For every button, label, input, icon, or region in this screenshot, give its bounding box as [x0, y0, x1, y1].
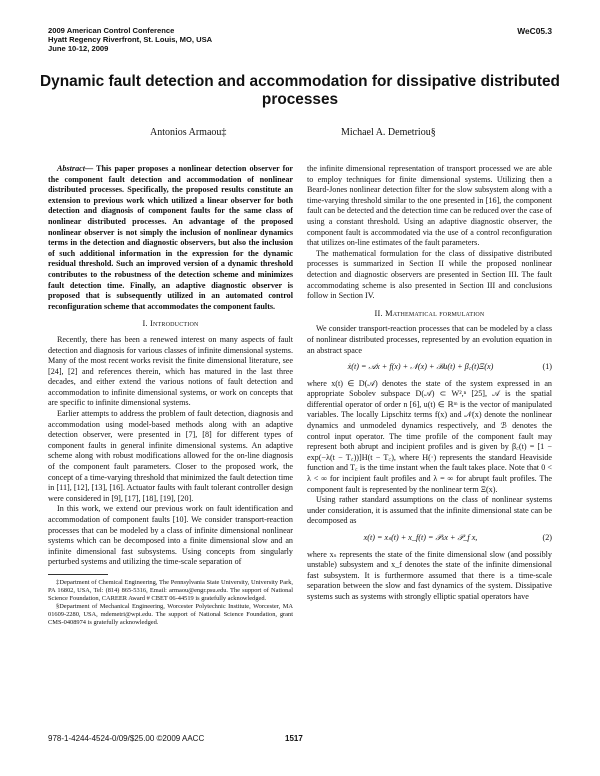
right-paragraph-2: The mathematical formulation for the class of dissipative distributed processes is summarized in Section II while the proposed nonlinear detection and diagnostic observers are presented in Section III. The fault accommodating scheme is also presented in Section III and conclusions follow in Section IV.	[307, 248, 552, 301]
equation-2-body: x(t) = xₛ(t) + x_f(t) = 𝒫ₛx + 𝒫_f x,	[363, 533, 478, 542]
equation-1-body: ẋ(t) = 𝒜x + f(x) + 𝒩(x) + ℬu(t) + β꜀(t)Ξ(x)	[347, 362, 494, 372]
author-1: Antonios Armaou‡	[150, 127, 227, 138]
footer-isbn: 978-1-4244-4524-0/09/$25.00 ©2009 AACC	[48, 734, 205, 743]
equation-2-number: (2)	[542, 533, 552, 542]
section2-paragraph-1: We consider transport-reaction processes that can be modeled by a class of nonlinear distributed processes, represented by an evolution equation in an abstract space	[307, 324, 552, 355]
section-heading-formulation: II. Mathematical formulation	[374, 308, 485, 318]
abstract-text: — This paper proposes a nonlinear detection observer for the component fault detection and accommodation of nonlinear distributed processes. Specifically, the proposed results constitute an extension to previous work which utilized a linear observer for both detection and diagnosis of component faults for the same class of nonlinear distributed processes. An advantage of the proposed nonlinear observer is not simply the inclusion of nonlinear dynamics terms in the detection and diagnostic observers, but also the inclusion of such additional information in the expression for the dynamic residual threshold. Such an improved version of a dynamic threshold contributes to the robustness of the detection scheme and minimizes fault detection time. Finally, an adaptive diagnostic observer is proposed that is subsequently utilized in an automated control reconfiguration scheme that accommodates the component faults.	[48, 164, 293, 311]
abstract-label: Abstract	[57, 164, 85, 173]
section2-paragraph-4: where xₛ represents the state of the finite dimensional slow (and possibly unstable) subsystem and x_f denotes the state of the infinite dimensional fast subsystem. It is furthermore assumed that there is a time-scale separation between the slow and fast dynamics of the system. Dissipative systems such as systems with strongly elliptic spatial operators have	[307, 549, 552, 601]
footnote-1: ‡Department of Chemical Engineering, The Pennsylvania State University, University Park, PA 16802, USA, Tel: (814) 865-5316, Email: armaou@engr.psu.edu. The support of National Science Foundation, CAREER Award # CBET 06-44519 is gratefully acknowledged.	[48, 578, 293, 602]
title-line-1: Dynamic fault detection and accommodation for dissipative distributed	[40, 73, 560, 90]
section2-paragraph-2: where x(t) ∈ D(𝒜) denotes the state of the system expressed in an appropriate Sobolev subspace D(𝒜) ⊂ W²,ⁿ [25], 𝒜 is the spatial differential operator of order n [6], u(t) ∈ ℝᵐ is the vector of manipulated variables. The locally Lipschitz terms f(x) and 𝒩(x) denote the nonlinear dynamics and unmodeled dynamics respectively, and ℬ denotes the control input operator. The time profile of the component fault may represent both abrupt and incipient profiles and is given by β꜀(t) = [1 − exp(−λ(t − T꜀))]H(t − T꜀), where H(·) represents the standard Heaviside function and T꜀ is the time instant when the fault takes place. Note that 0 < λ < ∞ for incipient fault profiles and λ = ∞ for abrupt fault profiles. The component fault is represented by the nonlinear term Ξ(x).	[307, 378, 552, 494]
conference-header	[48, 27, 212, 53]
left-column	[48, 164, 293, 627]
intro-paragraph-1: Recently, there has been a renewed interest on many aspects of fault detection and diagnosis for various classes of infinite dimensional systems. Many of the most recent works revisit the finite dimensional literature, see [24], [2] and references therein, which has matured in the last three decades, and either extend the various notions of fault detection and accommodation to infinite dimensional systems, or work on concepts that are specific to infinite dimensional systems.	[48, 334, 293, 408]
section-heading-introduction: I. Introduction	[142, 319, 199, 329]
right-paragraph-1: the infinite dimensional representation of transport processed we are able to employ techniques for finite dimensional systems. Utilizing then a Beard-Jones nonlinear detection filter for the slow subsystem along with a time-varying threshold similar to the one presented in [16], the component fault can be detected and the detection time can be reduced over the case of using a constant threshold. Using an adaptive diagnostic observer, the component fault is accommodated via the use of a control reconfiguration that utilizes on-line estimates of the fault parameters.	[307, 164, 552, 248]
conference-name: 2009 American Control Conference	[48, 26, 175, 35]
author-2: Michael A. Demetriou§	[341, 127, 436, 138]
title-line-2: processes	[261, 91, 339, 108]
session-code: WeC05.3	[517, 26, 552, 36]
equation-1-number: (1)	[542, 362, 552, 372]
right-column	[307, 164, 552, 603]
paper-title	[40, 73, 560, 109]
equation-1	[307, 362, 552, 373]
conference-dates: June 10-12, 2009	[48, 43, 109, 53]
footnote-2: §Department of Mechanical Engineering, Worcester Polytechnic Institute, Worcester, MA 01609-2280, USA, mdemetri@wpi.edu. The support of National Science Foundation, grant CMS-0408974 is gratefully acknowledged.	[48, 602, 293, 626]
conference-venue: Hyatt Regency Riverfront, St. Louis, MO, USA	[48, 34, 213, 44]
intro-paragraph-2: Earlier attempts to address the problem of fault detection, diagnosis and accommodation using model-based methods along with an adaptive detection observer, were presented in [7], [8] for different types of component faults in general infinite dimensional systems. An adaptive scheme along with robust modifications allowed for the on-line diagnosis of the component fault parameters. Closer to the proposed work, the concept of a time-varying threshold that minimized the fault detection time in [11], [12], [13], [16]. Actuator faults with fault tolerant controller design were considered in [9], [17], [18], [19], [20].	[48, 409, 293, 503]
footnote-rule	[48, 574, 108, 575]
footnotes	[48, 579, 293, 627]
abstract	[48, 164, 293, 312]
page-number: 1517	[285, 734, 303, 743]
section2-paragraph-3: Using rather standard assumptions on the class of nonlinear systems under consideration, it is assumed that the infinite dimensional state can be decomposed as	[307, 495, 552, 526]
equation-2	[307, 533, 552, 544]
intro-paragraph-3: In this work, we extend our previous work on fault identification and accommodation of component faults [10]. We consider transport-reaction processes that can be modeled by a class of infinite dimensional nonlinear systems which can be decomposed into a finite dimensional slow and an infinite dimensional fast subsystems. Using concepts from singularly perturbed systems and utilizing the time-scale separation of	[48, 504, 293, 567]
